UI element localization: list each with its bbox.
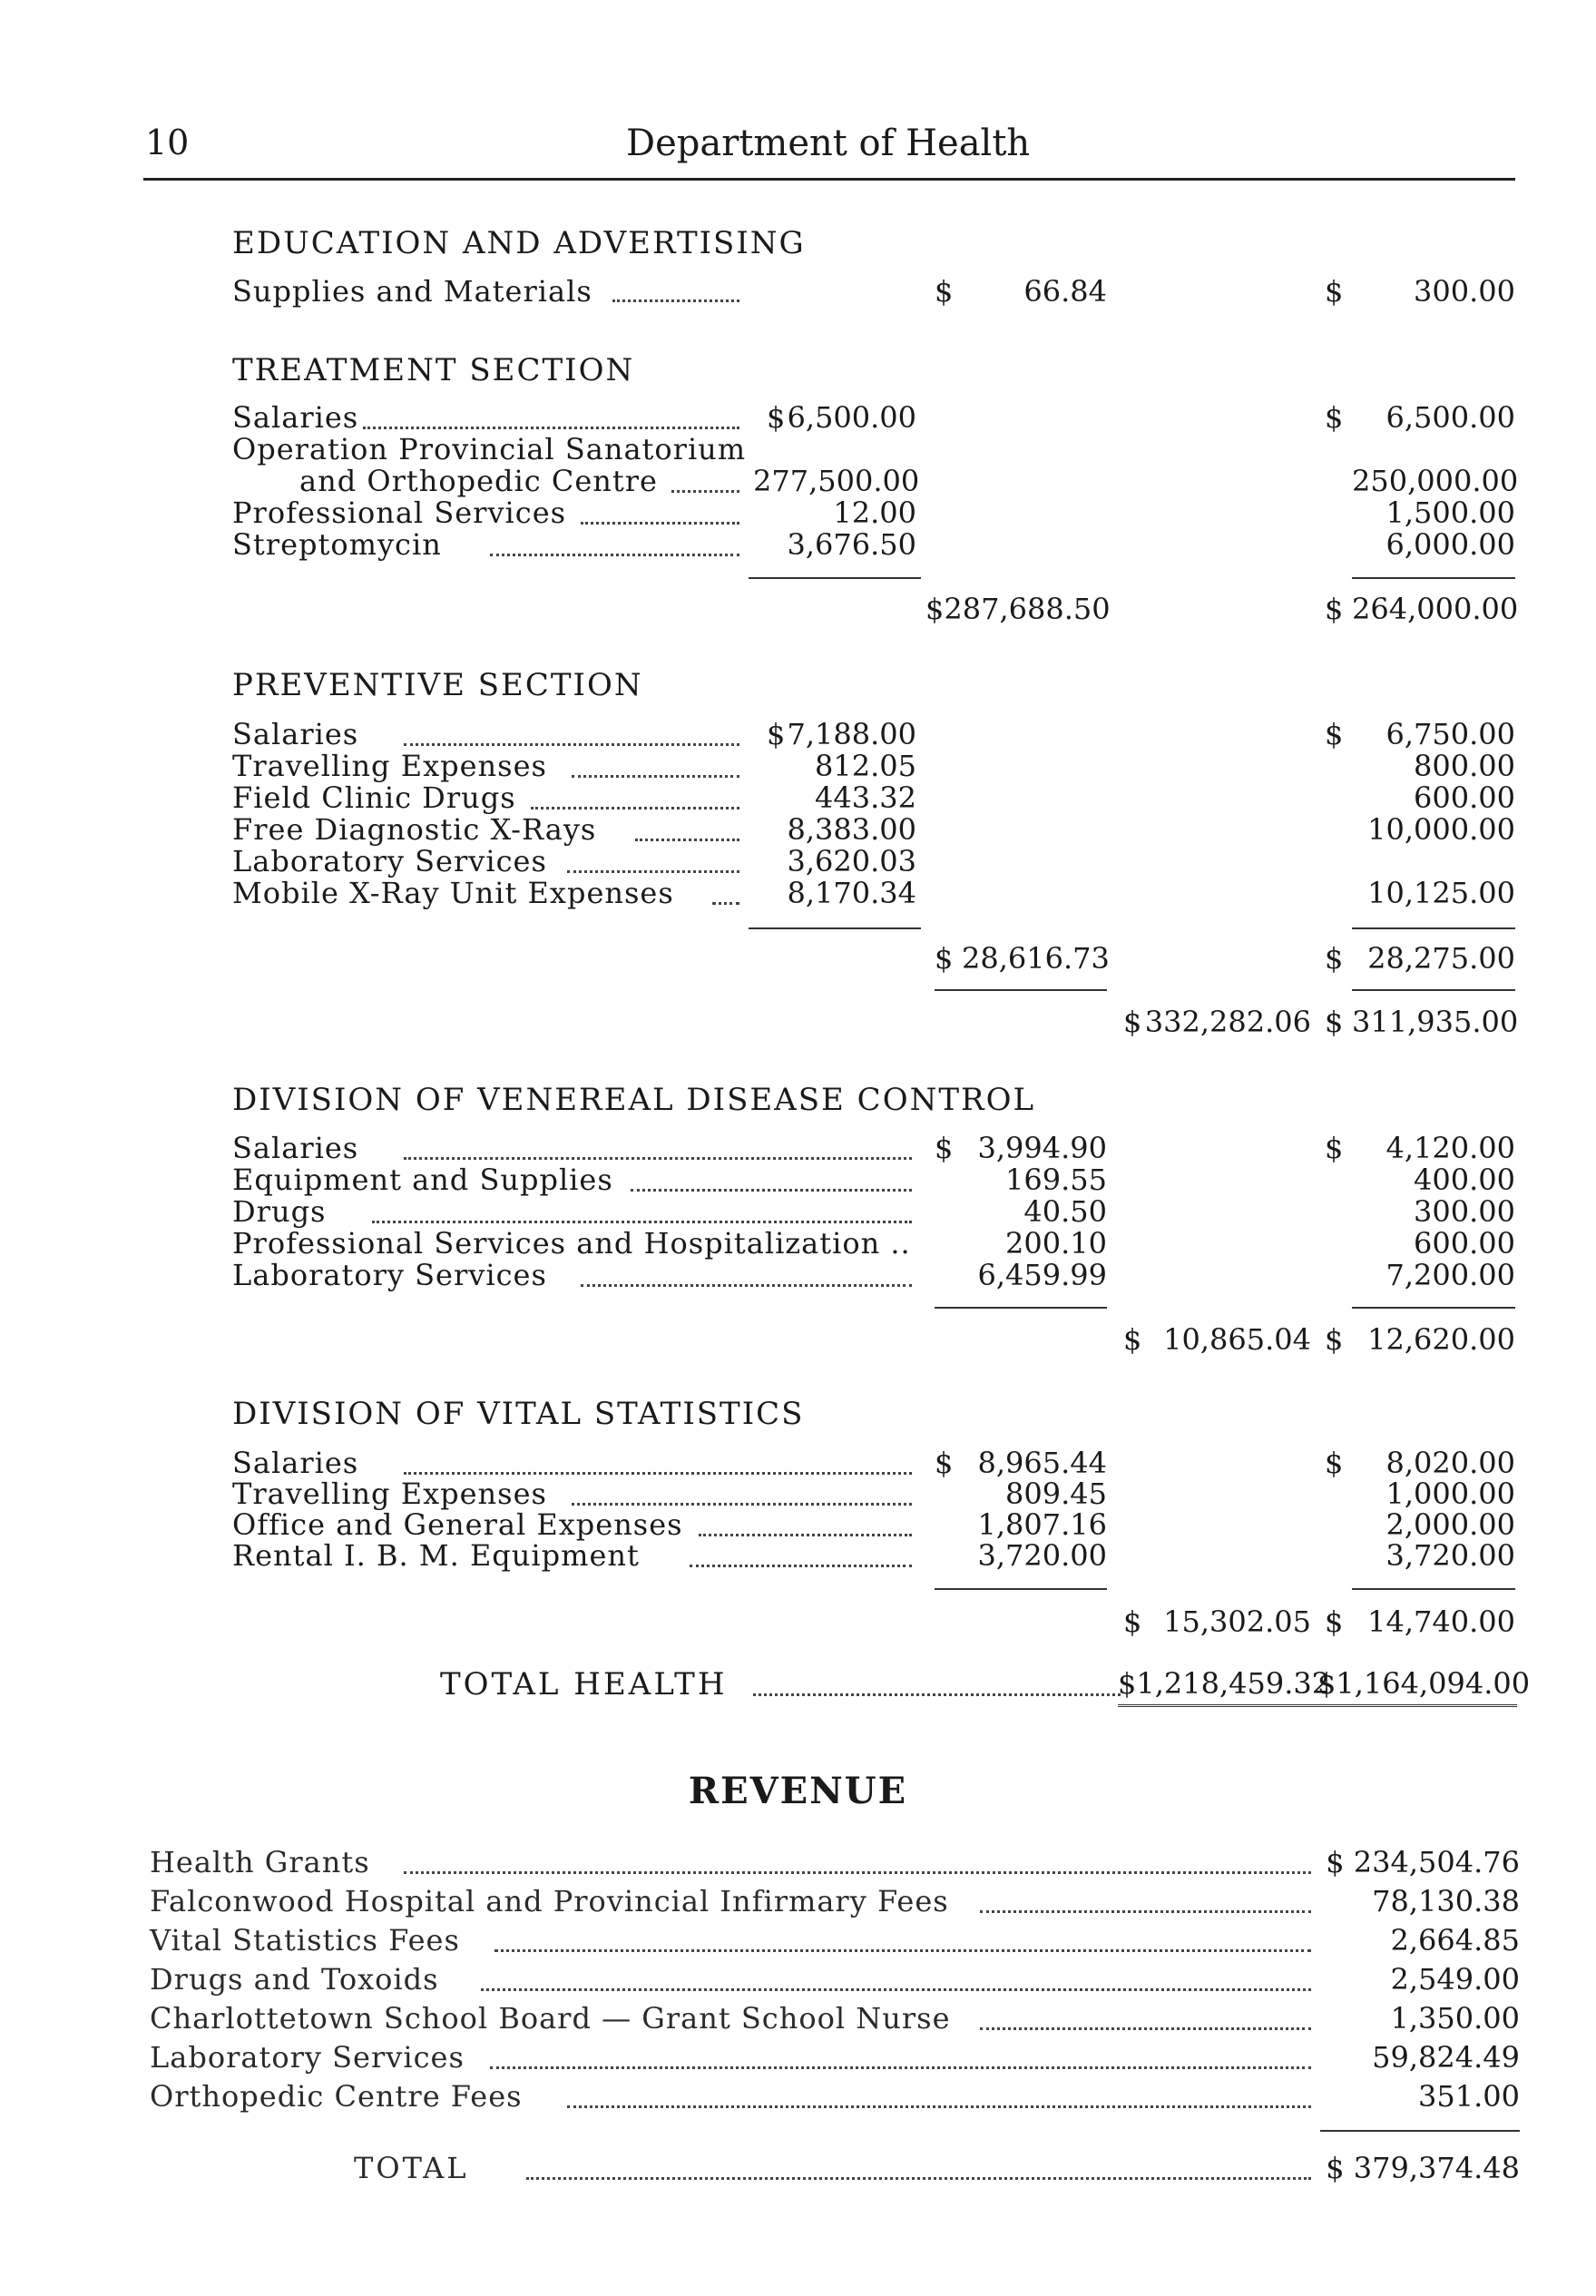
revenue-row-amount: 78,130.38	[1372, 1884, 1520, 1918]
amount-value: 1,807.16	[977, 1507, 1107, 1542]
estimate-value: 1,500.00	[1385, 496, 1515, 530]
row-label: Travelling Expenses	[232, 749, 547, 783]
division-total: 332,282.06	[1144, 1005, 1311, 1039]
leader-dots	[572, 1499, 912, 1506]
revenue-row-label: Laboratory Services	[150, 2040, 465, 2075]
section-heading-education: EDUCATION AND ADVERTISING	[232, 225, 806, 261]
currency-symbol: $	[1325, 1446, 1344, 1480]
leader-dots	[612, 296, 739, 302]
amount-value: 8,965.44	[977, 1446, 1107, 1480]
leader-dots	[404, 740, 739, 746]
amount-value: 277,500.00	[753, 464, 920, 498]
estimate-value: 10,000.00	[1367, 812, 1515, 847]
division-total-estimate: 14,740.00	[1367, 1604, 1515, 1639]
revenue-row-amount: 59,824.49	[1372, 2040, 1520, 2075]
row-label: and Orthopedic Centre	[299, 464, 658, 498]
row-label: Mobile X-Ray Unit Expenses	[232, 876, 674, 910]
total-health-actual: $1,218,459.32	[1118, 1666, 1331, 1701]
revenue-row-amount: 2,549.00	[1390, 1962, 1520, 1997]
row-label: Supplies and Materials	[232, 274, 592, 309]
estimate-value: 6,000.00	[1385, 527, 1515, 562]
estimate-value: 300.00	[1414, 1194, 1515, 1229]
leader-dots	[531, 803, 739, 809]
revenue-row-amount: 1,350.00	[1390, 2001, 1520, 2036]
leader-dots	[490, 2063, 1311, 2069]
row-label: Free Diagnostic X-Rays	[232, 812, 597, 847]
amount-value: 443.32	[815, 780, 916, 815]
section-total-estimate: 28,275.00	[1367, 941, 1515, 976]
row-label: Rental I. B. M. Equipment	[232, 1538, 640, 1573]
currency-symbol: $	[767, 400, 786, 435]
revenue-row-label: Health Grants	[150, 1845, 370, 1879]
subtotal-rule	[1352, 1588, 1515, 1590]
revenue-row-label: Charlottetown School Board — Grant School Nurse	[150, 2001, 951, 2036]
currency-symbol: $	[1123, 1322, 1142, 1357]
currency-symbol: $	[1325, 1005, 1344, 1039]
amount-value: 812.05	[815, 749, 916, 783]
row-label: Streptomycin	[232, 527, 442, 562]
revenue-total: $ 379,374.48	[1326, 2151, 1520, 2185]
subtotal-rule	[1352, 577, 1515, 579]
leader-dots	[635, 835, 739, 841]
amount-value: 6,459.99	[977, 1258, 1107, 1292]
leader-dots	[980, 2024, 1311, 2030]
revenue-total-label: TOTAL	[354, 2151, 469, 2185]
total-rule	[935, 989, 1107, 991]
total-rule	[1320, 2130, 1520, 2132]
section-heading-preventive: PREVENTIVE SECTION	[232, 667, 643, 703]
estimate-value: 3,720.00	[1385, 1538, 1515, 1573]
section-total: $287,688.50	[925, 592, 1111, 626]
row-label: Salaries	[232, 400, 359, 435]
section-total: 28,616.73	[962, 941, 1110, 976]
subtotal-rule	[1352, 1307, 1515, 1309]
division-total-estimate: 12,620.00	[1367, 1322, 1515, 1357]
leader-dots	[494, 1946, 1311, 1952]
currency-symbol: $	[935, 274, 954, 309]
amount-value: 40.50	[1023, 1194, 1107, 1229]
revenue-row-label: Falconwood Hospital and Provincial Infirmary Fees	[150, 1884, 949, 1918]
division-total: 10,865.04	[1163, 1322, 1311, 1357]
estimate-value: 300.00	[1414, 274, 1515, 309]
currency-symbol: $	[935, 1131, 954, 1165]
row-label: Operation Provincial Sanatorium	[232, 432, 747, 466]
leader-dots	[712, 898, 739, 905]
row-label: Field Clinic Drugs	[232, 780, 516, 815]
row-label: Travelling Expenses	[232, 1477, 547, 1511]
revenue-row-amount: 351.00	[1418, 2079, 1520, 2114]
leader-dots	[581, 1280, 912, 1287]
revenue-row-amount: 2,664.85	[1390, 1923, 1520, 1957]
section-heading-treatment: TREATMENT SECTION	[232, 352, 635, 388]
leader-dots	[699, 1530, 912, 1536]
section-heading-vital: DIVISION OF VITAL STATISTICS	[232, 1396, 805, 1432]
total-health-estimate: $1,164,094.00	[1317, 1666, 1531, 1701]
subtotal-rule	[935, 1588, 1107, 1590]
division-total: 15,302.05	[1163, 1604, 1311, 1639]
estimate-value: 8,020.00	[1385, 1446, 1515, 1480]
amount-value: 8,383.00	[787, 812, 916, 847]
row-label: Salaries	[232, 717, 359, 751]
leader-dots	[404, 1868, 1311, 1874]
double-rule	[1118, 1704, 1517, 1707]
page-number: 10	[145, 123, 190, 162]
row-label: Professional Services	[232, 496, 567, 530]
total-rule	[1352, 989, 1515, 991]
leader-dots	[572, 771, 739, 778]
total-health-label: TOTAL HEALTH	[440, 1666, 728, 1702]
estimate-value: 6,500.00	[1385, 400, 1515, 435]
currency-symbol: $	[1325, 717, 1344, 751]
estimate-value: 250,000.00	[1352, 464, 1519, 498]
amount-value: 3,994.90	[977, 1131, 1107, 1165]
leader-dots	[631, 1185, 912, 1192]
estimate-value: 6,750.00	[1385, 717, 1515, 751]
row-label: Office and General Expenses	[232, 1507, 683, 1542]
amount-value: 3,720.00	[977, 1538, 1107, 1573]
estimate-value: 7,200.00	[1385, 1258, 1515, 1292]
subtotal-rule	[749, 577, 921, 579]
currency-symbol: $	[1123, 1005, 1142, 1039]
leader-dots	[753, 1690, 1121, 1696]
header-rule	[143, 178, 1515, 181]
currency-symbol: $	[1325, 400, 1344, 435]
revenue-row-label: Drugs and Toxoids	[150, 1962, 439, 1997]
division-total-estimate: 311,935.00	[1352, 1005, 1519, 1039]
estimate-value: 4,120.00	[1385, 1131, 1515, 1165]
estimate-value: 600.00	[1414, 1226, 1515, 1261]
currency-symbol: $	[935, 941, 954, 976]
running-title: Department of Health	[626, 123, 1031, 164]
leader-dots	[404, 1153, 912, 1160]
currency-symbol: $	[767, 717, 786, 751]
leader-dots	[363, 423, 739, 429]
row-label: Laboratory Services	[232, 1258, 547, 1292]
leader-dots	[404, 1468, 912, 1475]
amount-value: 8,170.34	[787, 876, 916, 910]
currency-symbol: $	[1325, 1322, 1344, 1357]
currency-symbol: $	[1123, 1604, 1142, 1639]
revenue-title: REVENUE	[688, 1770, 908, 1812]
leader-dots	[581, 518, 739, 525]
leader-dots	[481, 1985, 1311, 1991]
currency-symbol: $	[1325, 941, 1344, 976]
amount-value: 12.00	[833, 496, 916, 530]
row-label: Salaries	[232, 1446, 359, 1480]
leader-dots	[567, 2102, 1311, 2108]
amount-value: 3,620.03	[787, 844, 916, 878]
leader-dots	[980, 1907, 1311, 1913]
currency-symbol: $	[1325, 592, 1344, 626]
subtotal-rule	[935, 1307, 1107, 1309]
row-label: Drugs	[232, 1194, 327, 1229]
subtotal-rule	[749, 927, 921, 929]
leader-dots	[526, 2173, 1311, 2180]
section-total: 66.84	[1023, 274, 1107, 309]
amount-value: 169.55	[1005, 1163, 1107, 1197]
amount-value: 809.45	[1005, 1477, 1107, 1511]
leader-dots	[372, 1217, 912, 1223]
leader-dots	[490, 550, 739, 556]
row-label: Equipment and Supplies	[232, 1163, 613, 1197]
revenue-row-label: Vital Statistics Fees	[150, 1923, 460, 1957]
currency-symbol: $	[1325, 1131, 1344, 1165]
amount-value: 200.10	[1005, 1226, 1107, 1261]
amount-value: 6,500.00	[787, 400, 916, 435]
subtotal-rule	[1352, 927, 1515, 929]
revenue-row-amount: $ 234,504.76	[1326, 1845, 1520, 1879]
estimate-value: 2,000.00	[1385, 1507, 1515, 1542]
leader-dots	[567, 867, 739, 873]
currency-symbol: $	[1325, 1604, 1344, 1639]
currency-symbol: $	[1325, 274, 1344, 309]
section-total-estimate: 264,000.00	[1352, 592, 1519, 626]
revenue-row-label: Orthopedic Centre Fees	[150, 2079, 523, 2114]
amount-value: 3,676.50	[787, 527, 916, 562]
row-label: Salaries	[232, 1131, 359, 1165]
currency-symbol: $	[935, 1446, 954, 1480]
estimate-value: 400.00	[1414, 1163, 1515, 1197]
section-heading-venereal: DIVISION OF VENEREAL DISEASE CONTROL	[232, 1082, 1036, 1118]
leader-dots	[671, 486, 739, 493]
row-label: Laboratory Services	[232, 844, 547, 878]
row-label: Professional Services and Hospitalization ..	[232, 1226, 911, 1261]
estimate-value: 600.00	[1414, 780, 1515, 815]
estimate-value: 800.00	[1414, 749, 1515, 783]
estimate-value: 10,125.00	[1367, 876, 1515, 910]
amount-value: 7,188.00	[787, 717, 916, 751]
estimate-value: 1,000.00	[1385, 1477, 1515, 1511]
leader-dots	[690, 1561, 912, 1567]
